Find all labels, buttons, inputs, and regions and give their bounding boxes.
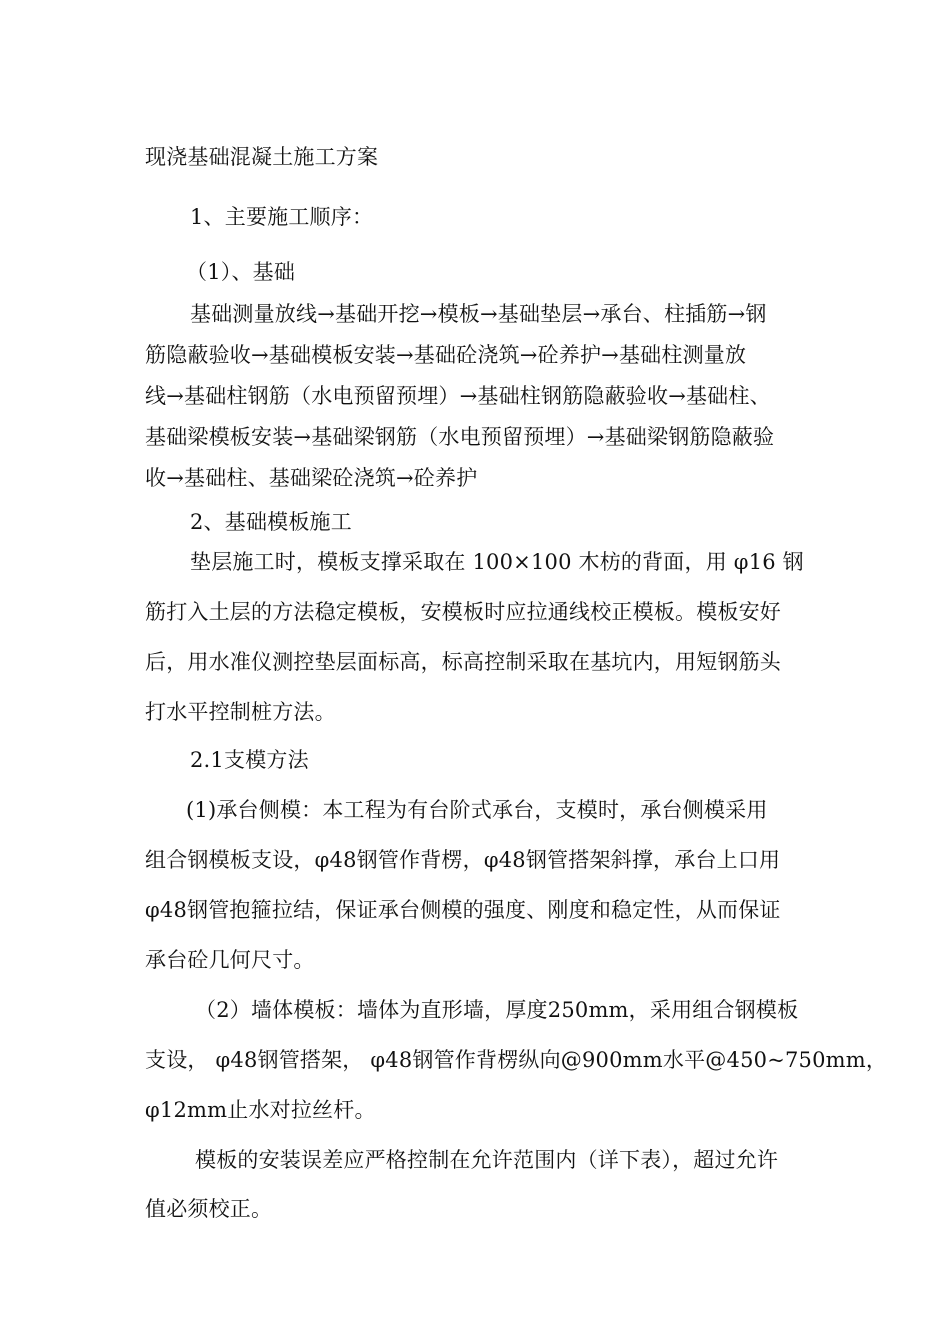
paragraph-line: φ48钢管抱箍拉结，保证承台侧模的强度、刚度和稳定性，从而保证 xyxy=(145,898,781,922)
paragraph-line: 基础测量放线→基础开挖→模板→基础垫层→承台、柱插筋→钢 xyxy=(190,302,767,326)
paragraph-line: 组合钢模板支设，φ48钢管作背楞，φ48钢管搭架斜撑，承台上口用 xyxy=(145,848,781,872)
paragraph-line: 承台砼几何尺寸。 xyxy=(145,948,315,972)
section-heading-2: 2、基础模板施工 xyxy=(190,510,352,534)
paragraph-line: 筋打入土层的方法稳定模板，安模板时应拉通线校正模板。模板安好 xyxy=(145,600,781,624)
paragraph-line: （2）墙体模板：墙体为直形墙，厚度250mm，采用组合钢模板 xyxy=(195,998,799,1022)
paragraph-line: 垫层施工时，模板支撑采取在 100×100 木枋的背面，用 φ16 钢 xyxy=(190,550,804,574)
paragraph-line: (1)承台侧模：本工程为有台阶式承台，支模时，承台侧模采用 xyxy=(186,798,768,822)
paragraph-line: 筋隐蔽验收→基础模板安装→基础砼浇筑→砼养护→基础柱测量放 xyxy=(145,343,747,367)
subsection-heading-2-1: 2.1支模方法 xyxy=(190,748,309,772)
paragraph-line: φ12mm止水对拉丝杆。 xyxy=(145,1098,376,1122)
paragraph-line: 模板的安装误差应严格控制在允许范围内（详下表），超过允许 xyxy=(195,1148,779,1172)
paragraph-line: 支设， φ48钢管搭架， φ48钢管作背楞纵向@900mm水平@450~750mm， xyxy=(145,1048,888,1072)
document-title: 现浇基础混凝土施工方案 xyxy=(145,145,379,169)
paragraph-line: 后，用水准仪测控垫层面标高，标高控制采取在基坑内，用短钢筋头 xyxy=(145,650,781,674)
paragraph-line: 基础梁模板安装→基础梁钢筋（水电预留预埋）→基础梁钢筋隐蔽验 xyxy=(145,425,775,449)
section-heading-1: 1、主要施工顺序： xyxy=(190,205,374,229)
paragraph-line: 打水平控制桩方法。 xyxy=(145,700,336,724)
subheading-foundation: （1）、基础 xyxy=(186,260,296,284)
paragraph-line: 值必须校正。 xyxy=(145,1197,273,1221)
paragraph-line: 线→基础柱钢筋（水电预留预埋）→基础柱钢筋隐蔽验收→基础柱、 xyxy=(145,384,771,408)
paragraph-line: 收→基础柱、基础梁砼浇筑→砼养护 xyxy=(145,466,478,490)
